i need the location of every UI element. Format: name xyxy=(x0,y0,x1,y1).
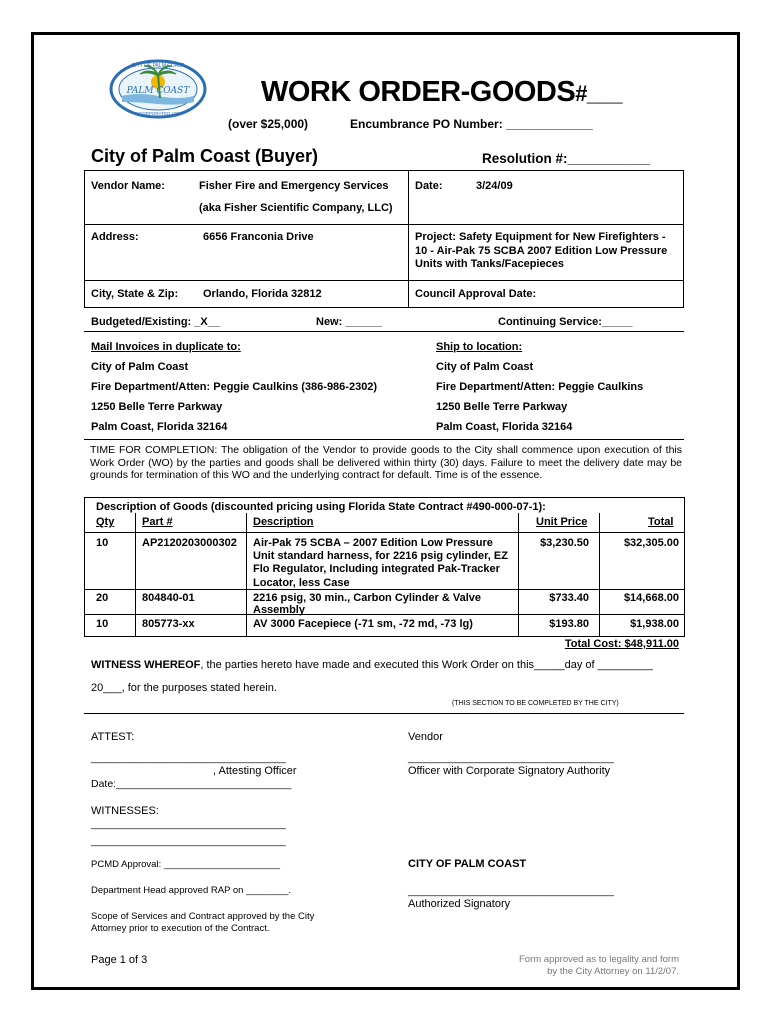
row-unit-price: $733.40 xyxy=(549,592,589,604)
col-part: Part # xyxy=(142,516,173,528)
vendor-signature-line: _____________________________________ xyxy=(408,753,614,764)
total-cost: Total Cost: $48,911.00 xyxy=(564,638,679,650)
witness-rest: , the parties hereto have made and executed this Work Order on this_____day of _________ xyxy=(200,659,653,671)
city-of-palm-coast-label: CITY OF PALM COAST xyxy=(408,858,527,870)
logo-top-text: CITY OF PALM COAST xyxy=(131,63,185,69)
row-qty: 20 xyxy=(96,592,109,604)
mail-line-4: Palm Coast, Florida 32164 xyxy=(91,421,228,433)
mail-line-2: Fire Department/Atten: Peggie Caulkins (386-986-2302) xyxy=(91,381,378,393)
city-signature-line: _____________________________________ xyxy=(408,886,614,897)
legal-approval-line-1: Form approved as to legality and form xyxy=(519,954,679,965)
row-description: 2216 psig, 30 min., Carbon Cylinder & Valve Assembly xyxy=(253,592,482,616)
witness-signature-line-1: ___________________________________ xyxy=(91,819,286,830)
vendor-name-label: Vendor Name: xyxy=(91,180,165,192)
city-state-zip-value: Orlando, Florida 32812 xyxy=(203,288,322,300)
scope-approval-note: Scope of Services and Contract approved by the City Attorney prior to execution of the Contract. xyxy=(91,911,315,934)
project-description: Project: Safety Equipment for New Firefighters - 10 - Air-Pak 75 SCBA 2007 Edition Low Pressure Units with Tanks/Facepieces xyxy=(415,231,668,270)
row-part: AP2120203000302 xyxy=(142,537,237,549)
row-total: $1,938.00 xyxy=(630,618,679,630)
vendor-name-value: Fisher Fire and Emergency Services xyxy=(199,180,389,192)
ship-line-4: Palm Coast, Florida 32164 xyxy=(436,421,573,433)
vendor-label: Vendor xyxy=(408,731,443,743)
council-approval-date: Council Approval Date: xyxy=(415,288,537,300)
logo-bottom-text: INCORPORATED 1999 xyxy=(134,111,182,116)
pcmd-approval: PCMD Approval: ______________________ xyxy=(91,859,281,870)
time-for-completion: TIME FOR COMPLETION: The obligation of the Vendor to provide goods to the City shall commence upon execution of this Work Order (WO) by the parties and goods shall be delivered within thirty (30) days. Failure to meet the delivery date may be grounds for termination of this WO and the underlying contract for default. Time is of the essence. xyxy=(90,444,682,481)
mail-invoices-heading: Mail Invoices in duplicate to: xyxy=(91,341,241,353)
row-total: $32,305.00 xyxy=(623,537,679,549)
logo-center-text: PALM COAST xyxy=(126,86,190,96)
row-qty: 10 xyxy=(96,537,109,549)
continuing-service: Continuing Service:_____ xyxy=(498,316,633,328)
mail-line-3: 1250 Belle Terre Parkway xyxy=(91,401,223,413)
row-description: AV 3000 Facepiece (-71 sm, -72 md, -73 lg) xyxy=(253,618,473,630)
budgeted-existing: Budgeted/Existing: _X__ xyxy=(91,316,220,328)
resolution-number: Resolution #:___________ xyxy=(482,151,651,166)
address-value: 6656 Franconia Drive xyxy=(203,231,314,243)
witness-line-1 xyxy=(91,659,653,671)
department-head-approval: Department Head approved RAP on ________. xyxy=(91,885,291,896)
over-amount: (over $25,000) xyxy=(228,117,309,131)
vendor-aka: (aka Fisher Scientific Company, LLC) xyxy=(199,202,393,214)
legal-approval-line-2: by the City Attorney on 11/2/07. xyxy=(547,966,679,977)
address-label: Address: xyxy=(91,231,139,243)
witness-whereof: WITNESS WHEREOF xyxy=(91,659,201,671)
date-value: 3/24/09 xyxy=(476,180,513,192)
row-qty: 10 xyxy=(96,618,109,630)
city-state-zip-label: City, State & Zip: xyxy=(91,288,179,300)
authorized-signatory: Authorized Signatory xyxy=(408,898,511,910)
goods-heading: Description of Goods (discounted pricing using Florida State Contract #490-000-07-1): xyxy=(96,501,546,513)
encumbrance-po: Encumbrance PO Number: _____________ xyxy=(350,117,593,131)
budget-new: New: ______ xyxy=(316,316,383,328)
title-text: WORK ORDER-GOODS xyxy=(261,76,576,108)
ship-line-1: City of Palm Coast xyxy=(436,361,534,373)
buyer-heading: City of Palm Coast (Buyer) xyxy=(91,146,319,166)
attest-date: Date:______________________________ xyxy=(91,778,292,790)
officer-signatory: Officer with Corporate Signatory Authority xyxy=(408,765,611,777)
date-label: Date: xyxy=(415,180,443,192)
col-description: Description xyxy=(253,516,314,528)
col-unit-price: Unit Price xyxy=(536,516,588,528)
title-suffix: #___ xyxy=(575,81,623,106)
city-logo xyxy=(108,58,208,120)
col-qty: Qty xyxy=(96,516,115,528)
page-title xyxy=(261,76,622,109)
row-unit-price: $3,230.50 xyxy=(540,537,589,549)
attest-label: ATTEST: xyxy=(91,731,135,743)
attest-signature-line: ___________________________________ xyxy=(91,753,286,764)
witness-line-2: 20___, for the purposes stated herein. xyxy=(91,682,277,694)
witness-signature-line-2: ___________________________________ xyxy=(91,836,286,847)
row-total: $14,668.00 xyxy=(623,592,679,604)
city-section-note: (THIS SECTION TO BE COMPLETED BY THE CITY) xyxy=(452,700,619,707)
row-unit-price: $193.80 xyxy=(549,618,589,630)
ship-to-heading: Ship to location: xyxy=(436,341,523,353)
col-total: Total xyxy=(648,516,674,528)
mail-line-1: City of Palm Coast xyxy=(91,361,189,373)
witnesses-label: WITNESSES: xyxy=(91,805,159,817)
ship-line-3: 1250 Belle Terre Parkway xyxy=(436,401,568,413)
row-part: 804840-01 xyxy=(142,592,195,604)
page-number: Page 1 of 3 xyxy=(91,954,148,966)
attesting-officer: , Attesting Officer xyxy=(213,765,297,777)
row-description: Air-Pak 75 SCBA – 2007 Edition Low Pressure Unit standard harness, for 2216 psig cylinder, EZ Flo Regulator, Including integrated Pak-Tracker Locator, less Case xyxy=(253,537,508,589)
row-part: 805773-xx xyxy=(142,618,195,630)
ship-line-2: Fire Department/Atten: Peggie Caulkins xyxy=(436,381,644,393)
